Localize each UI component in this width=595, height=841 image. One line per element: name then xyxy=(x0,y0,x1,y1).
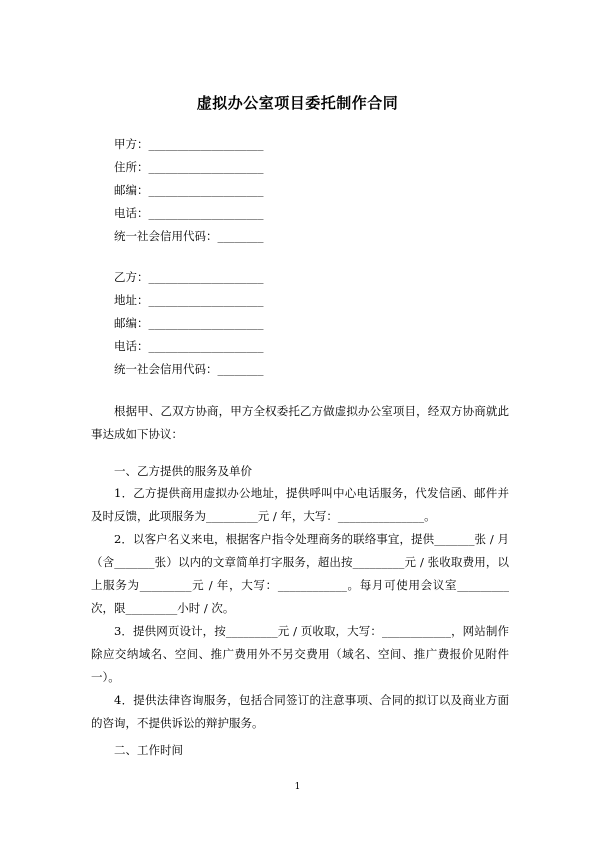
clause-4-paragraph: 4．提供法律咨询服务，包括合同签订的注意事项、合同的拟订以及商业方面的咨询，不提供诉讼的辩护服务。 xyxy=(91,693,509,730)
section-2-heading: 二、工作时间 xyxy=(114,743,183,757)
page-number: 1 xyxy=(294,782,301,792)
party-a-phone-field: 电话：____________________ xyxy=(114,206,264,220)
clause-2-paragraph: 2．以客户名义来电，根据客户指令处理商务的联络事宜，提供_______张 / 月（含_______张）以内的文章简单打字服务，超出按_________元 / 张收取费用，以上服务为_________元 / 年，大写：____________。每月可使用会议室_________次，限_________小时 / 次。 xyxy=(91,532,509,615)
party-b-credit-code-field: 统一社会信用代码：________ xyxy=(114,362,264,376)
party-b-address-field: 地址：____________________ xyxy=(114,293,264,307)
party-a-postcode-field: 邮编：____________________ xyxy=(114,183,264,197)
preamble-paragraph: 根据甲、乙双方协商，甲方全权委托乙方做虚拟办公室项目，经双方协商就此事达成如下协议： xyxy=(91,404,509,441)
section-1-heading: 一、乙方提供的服务及单价 xyxy=(114,464,252,478)
party-a-name-field: 甲方：____________________ xyxy=(114,137,264,151)
party-b-phone-field: 电话：____________________ xyxy=(114,339,264,353)
party-a-credit-code-field: 统一社会信用代码：________ xyxy=(114,229,264,243)
clause-3-paragraph: 3．提供网页设计，按_________元 / 页收取，大写：____________，网站制作除应交纳域名、空间、推广费用外不另交费用（域名、空间、推广费报价见附件一）。 xyxy=(91,624,509,684)
party-a-address-field: 住所：____________________ xyxy=(114,160,264,174)
document-title: 虚拟办公室项目委托制作合同 xyxy=(196,94,399,112)
party-b-postcode-field: 邮编：____________________ xyxy=(114,316,264,330)
party-b-name-field: 乙方：____________________ xyxy=(114,270,264,284)
clause-1-paragraph: 1．乙方提供商用虚拟办公地址，提供呼叫中心电话服务，代发信函、邮件并及时反馈，此项服务为_________元 / 年，大写：_______________。 xyxy=(91,486,509,523)
